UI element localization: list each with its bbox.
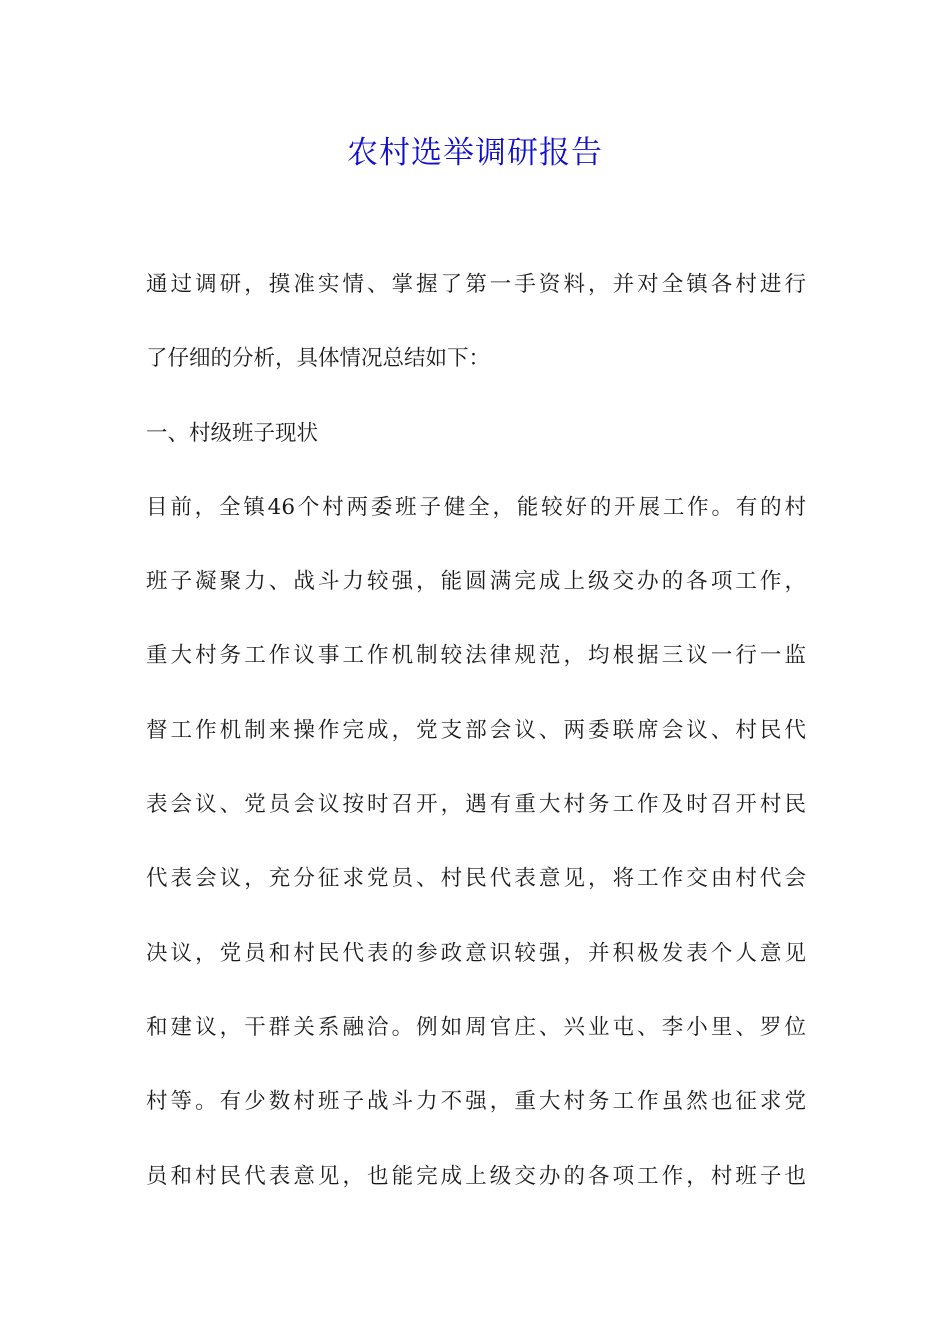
paragraph-line: 通过调研，摸准实情、掌握了第一手资料，并对全镇各村进行 [146, 272, 806, 297]
paragraph-line: 督工作机制来操作完成，党支部会议、两委联席会议、村民代 [146, 717, 806, 743]
paragraph-line: 表会议、党员会议按时召开，遇有重大村务工作及时召开村民 [146, 792, 806, 818]
paragraph-line: 目前，全镇46个村两委班子健全，能较好的开展工作。有的村 [146, 494, 806, 520]
paragraph-line: 和建议，干群关系融洽。例如周官庄、兴业屯、李小里、罗位 [146, 1014, 806, 1040]
paragraph-line: 代表会议，充分征求党员、村民代表意见，将工作交由村代会 [146, 866, 806, 892]
document-title: 农村选举调研报告 [347, 135, 603, 171]
section-heading: 一、村级班子现状 [146, 420, 319, 446]
document-body [146, 262, 806, 1228]
paragraph-line: 班子凝聚力、战斗力较强，能圆满完成上级交办的各项工作， [146, 569, 806, 595]
paragraph-line: 了仔细的分析，具体情况总结如下： [146, 346, 491, 372]
paragraph-line: 决议，党员和村民代表的参政意识较强，并积极发表个人意见 [146, 940, 806, 966]
paragraph-line: 重大村务工作议事工作机制较法律规范，均根据三议一行一监 [146, 643, 806, 669]
paragraph-line: 村等。有少数村班子战斗力不强，重大村务工作虽然也征求党 [146, 1089, 806, 1115]
paragraph-line: 员和村民代表意见，也能完成上级交办的各项工作，村班子也 [146, 1163, 806, 1189]
